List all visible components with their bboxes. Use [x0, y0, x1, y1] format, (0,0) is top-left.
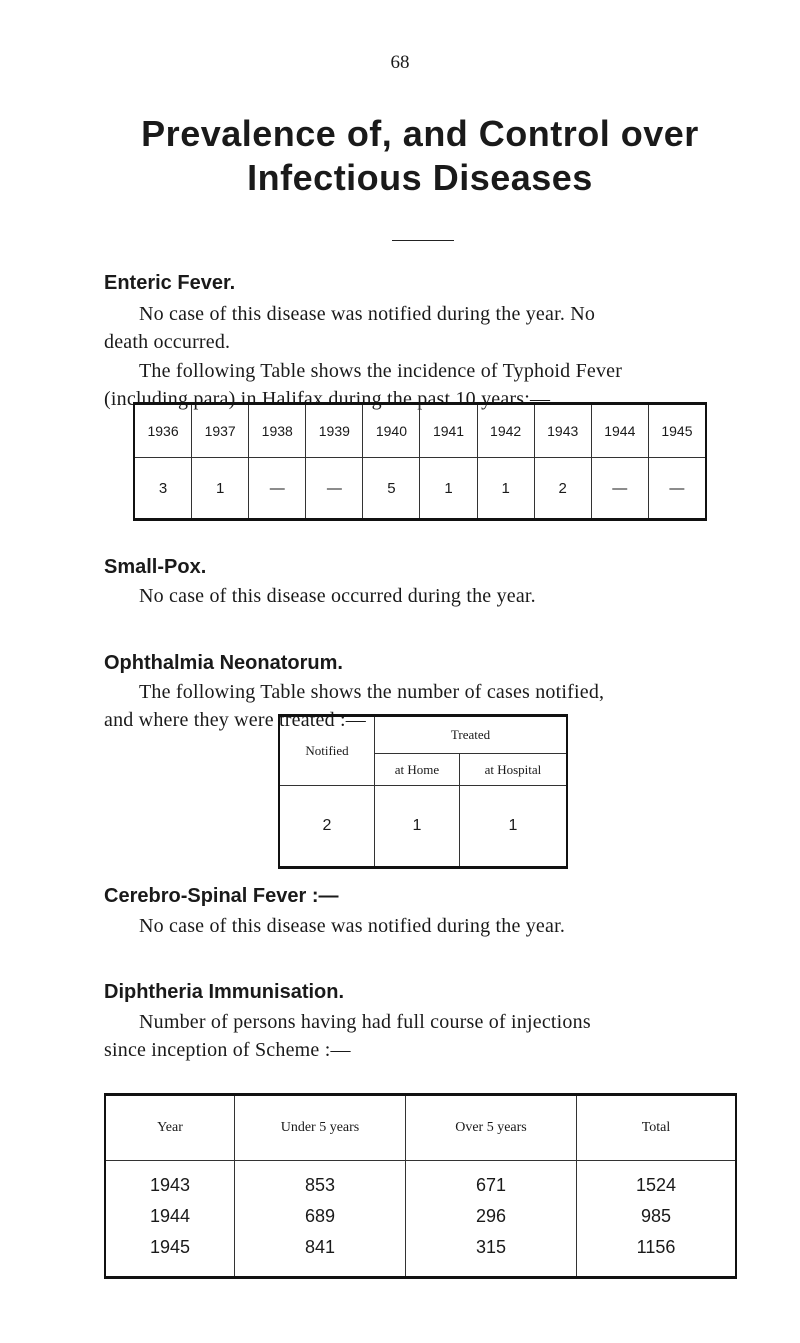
over-5-cell: 315 — [406, 1232, 577, 1278]
year-cell: 1944 — [591, 404, 648, 458]
year-cell: 1940 — [363, 404, 420, 458]
enteric-para1-line1: No case of this disease was notified during the year. No — [139, 303, 596, 325]
page-title — [0, 112, 800, 200]
page-number: 68 — [390, 52, 410, 73]
under-5-cell: 853 — [235, 1161, 406, 1202]
ophthalmia-treatment-table — [278, 714, 568, 869]
oph-value-row — [279, 786, 567, 868]
notified-value: 2 — [279, 786, 375, 868]
smallpox-paragraph — [104, 582, 744, 610]
year-cell: 1942 — [477, 404, 534, 458]
at-home-value: 1 — [375, 786, 460, 868]
year-cell: 1938 — [249, 404, 306, 458]
table-row — [105, 1232, 736, 1278]
count-cell: 5 — [363, 458, 420, 520]
typhoid-count-row — [134, 458, 706, 520]
count-cell: — — [249, 458, 306, 520]
count-cell: — — [306, 458, 363, 520]
year-cell: 1939 — [306, 404, 363, 458]
year-cell: 1943 — [534, 404, 591, 458]
count-cell: — — [669, 479, 685, 497]
count-cell: — — [591, 458, 648, 520]
page-title-line-1: Prevalence of, and Control over — [141, 113, 699, 154]
year-cell: 1945 — [105, 1232, 235, 1278]
under-5-header: Under 5 years — [235, 1095, 406, 1161]
count-cell: 2 — [534, 458, 591, 520]
ophthalmia-heading: Ophthalmia Neonatorum. — [104, 652, 343, 674]
ophthalmia-para-line2: and where they were treated :— — [104, 709, 366, 731]
enteric-para2-line1: The following Table shows the incidence of Typhoid Fever — [139, 360, 623, 382]
at-home-header: at Home — [375, 754, 460, 786]
under-5-cell: 841 — [235, 1232, 406, 1278]
imm-header-row — [105, 1095, 736, 1161]
cerebro-para-line: No case of this disease was notified during the year. — [139, 915, 566, 937]
total-cell: 1524 — [635, 1175, 677, 1195]
cerebro-spinal-paragraph — [104, 912, 744, 940]
total-header: Total — [577, 1095, 737, 1161]
treated-header: Treated — [375, 716, 568, 754]
typhoid-incidence-table — [133, 402, 707, 521]
at-hospital-header: at Hospital — [459, 754, 567, 786]
page-title-line-2: Infectious Diseases — [247, 157, 593, 198]
enteric-para2-line2: (including para) in Halifax during the past 10 years:— — [104, 388, 551, 410]
over-5-header: Over 5 years — [406, 1095, 577, 1161]
under-5-cell: 689 — [235, 1201, 406, 1232]
enteric-fever-paragraph-1 — [104, 300, 744, 356]
count-cell: 1 — [420, 458, 477, 520]
smallpox-para-line: No case of this disease occurred during the year. — [139, 585, 536, 607]
year-cell: 1941 — [420, 404, 477, 458]
oph-header-row-1 — [279, 716, 567, 754]
year-cell: 1936 — [134, 404, 192, 458]
year-cell: 1943 — [105, 1161, 235, 1202]
enteric-fever-heading: Enteric Fever. — [104, 272, 236, 294]
year-cell: 1945 — [648, 404, 706, 458]
smallpox-heading: Small-Pox. — [104, 556, 207, 578]
typhoid-year-row — [134, 404, 706, 458]
at-hospital-value: 1 — [459, 786, 567, 868]
over-5-cell: 296 — [406, 1201, 577, 1232]
diphtheria-paragraph — [104, 1008, 744, 1064]
count-cell: 1 — [192, 458, 249, 520]
enteric-para1-line2: death occurred. — [104, 331, 231, 353]
table-row — [105, 1201, 736, 1232]
total-cell: 985 — [640, 1206, 672, 1226]
cerebro-spinal-heading: Cerebro-Spinal Fever :— — [104, 885, 339, 907]
year-header: Year — [105, 1095, 235, 1161]
ophthalmia-para-line1: The following Table shows the number of cases notified, — [139, 681, 605, 703]
diphtheria-para-line1: Number of persons having had full course of injections — [139, 1011, 591, 1033]
year-cell: 1944 — [105, 1201, 235, 1232]
table-row — [105, 1161, 736, 1202]
year-cell: 1937 — [192, 404, 249, 458]
notified-header: Notified — [279, 716, 375, 786]
diphtheria-heading: Diphtheria Immunisation. — [104, 981, 345, 1003]
count-cell: 3 — [134, 458, 192, 520]
immunisation-table — [104, 1093, 737, 1279]
over-5-cell: 671 — [406, 1161, 577, 1202]
total-cell: 1156 — [636, 1237, 676, 1257]
count-cell: 1 — [477, 458, 534, 520]
diphtheria-para-line2: since inception of Scheme :— — [104, 1039, 351, 1061]
section-divider — [392, 240, 454, 241]
